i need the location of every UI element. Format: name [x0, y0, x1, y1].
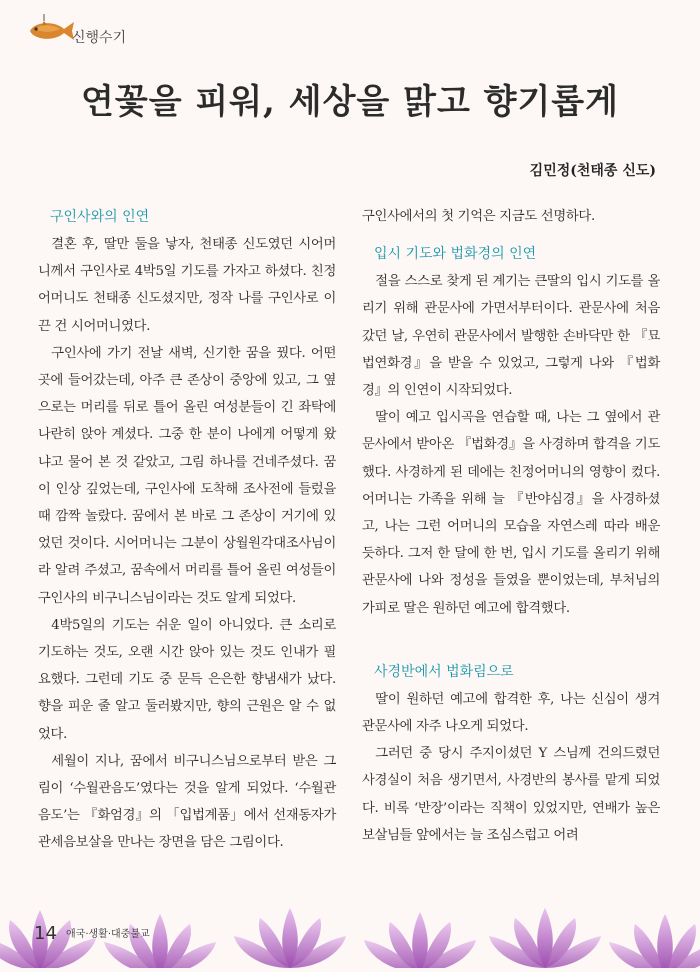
paragraph: 절을 스스로 찾게 된 계기는 큰딸의 입시 기도를 올리기 위해 관문사에 가면서부터이다. 관문사에 처음 갔던 날, 우연히 관문사에서 발행한 손바닥만 한 『묘법연화경』을 받을 수 있었고, 그렇게 나와 『법화경』의 인연이 시작되었다. — [362, 274, 660, 399]
section-heading: 사경반에서 법화림으로 — [374, 663, 514, 680]
paragraph: 그러던 중 당시 주지이셨던 Y 스님께 건의드렸던 사경실이 처음 생기면서, 사경반의 봉사를 맡게 되었다. 비록 ‘반장’이라는 직책이 있었지만, 연배가 높은 보살님들 앞에서는 늘 조심스럽고 어려 — [362, 746, 660, 843]
footer — [0, 858, 700, 968]
page-number: 14 — [34, 923, 57, 944]
section-label: 신행수기 — [72, 30, 127, 46]
paragraph: 4박5일의 기도는 쉬운 일이 아니었다. 큰 소리로 기도하는 것도, 오랜 시간 앉아 있는 것도 인내가 필요했다. 그런데 기도 중 문득 은은한 향냄새가 났다. 향을 피운 줄 알고 둘러봤지만, 향의 근원은 알 수 없었다. — [38, 617, 336, 742]
paragraph: 구인사에 가기 전날 새벽, 신기한 꿈을 꿨다. 어떤 곳에 들어갔는데, 아주 큰 존상이 중앙에 있고, 그 옆으로는 머리를 뒤로 틀어 올린 여성분들이 긴 좌탁에 나란히 앉아 계셨다. 그중 한 분이 나에게 어떻게 왔냐고 물어 본 것 같았고, 그림 하나를 건네주셨다. 꿈이 인상 깊었는데, 구인사에 도착해 조사전에 들렀을 때 깜짝 놀랐다. 꿈에서 본 바로 그 존상이 거기에 있었던 것이다. 시어머니는 그분이 상월원각대조사님이라 알려 주셨고, 꿈속에서 머리를 틀어 올린 여성들이 구인사의 비구니스님이라는 것도 알게 되었다. — [38, 345, 336, 606]
section-heading: 구인사와의 인연 — [50, 209, 150, 225]
paragraph: 딸이 예고 입시곡을 연습할 때, 나는 그 옆에서 관문사에서 받아온 『법화경』을 사경하며 합격을 기도했다. 사경하게 된 데에는 친정어머니의 영향이 컸다. 어머니는 가족을 위해 늘 『반야심경』을 사경하셨고, 나는 그런 어머니의 모습을 자연스레 따라 배운 듯하다. 그저 한 달에 한 번, 입시 기도를 올리기 위해 관문사에 나와 정성을 들였을 뿐이었는데, 부처님의 가피로 딸은 원하던 예고에 합격했다. — [362, 410, 660, 616]
section-heading: 입시 기도와 법화경의 인연 — [374, 246, 537, 263]
header-bar — [0, 0, 700, 58]
publication-name: 애국·생활·대중불교 — [66, 929, 150, 940]
paragraph: 결혼 후, 딸만 둘을 낳자, 천태종 신도였던 시어머니께서 구인사로 4박5일 기도를 가자고 하셨다. 친정어머니도 천태종 신도셨지만, 정작 나를 구인사로 이끈 건 시어머니였다. — [38, 237, 336, 334]
fish-icon — [24, 14, 76, 48]
paragraph: 구인사에서의 첫 기억은 지금도 선명하다. — [362, 209, 595, 224]
paragraph: 세월이 지나, 꿈에서 비구니스님으로부터 받은 그림이 ‘수월관음도’였다는 것을 알게 되었다. ‘수월관음도’는 『화엄경』의 「입법계품」에서 선재동자가 관세음보살을 만나는 장면을 담은 그림이다. — [38, 753, 336, 851]
lotus-decoration — [0, 858, 700, 968]
left-column — [38, 203, 336, 857]
right-column — [362, 203, 660, 849]
page-title: 연꽃을 피워, 세상을 맑고 향기롭게 — [81, 82, 619, 122]
paragraph: 딸이 원하던 예고에 합격한 후, 나는 신심이 생겨 관문사에 자주 나오게 되었다. — [362, 691, 660, 735]
author-byline: 김민정(천태종 신도) — [529, 163, 656, 179]
